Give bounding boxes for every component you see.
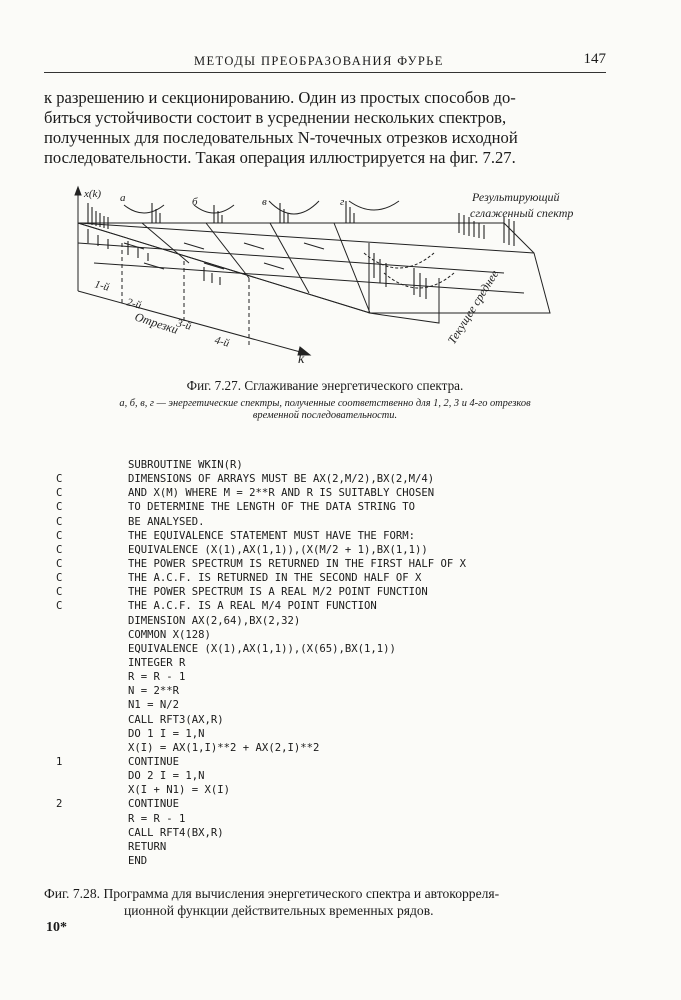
code-line-label: C — [56, 572, 63, 585]
code-line-label: C — [56, 487, 63, 500]
code-line — [56, 840, 616, 854]
y-axis-arrow — [75, 187, 81, 195]
code-line — [56, 812, 616, 826]
code-line — [56, 515, 616, 529]
code-line-text: R = R - 1 — [128, 812, 186, 825]
body-line: к разрешению и секционированию. Один из простых способов до- — [44, 88, 516, 107]
code-line-label: C — [56, 515, 63, 528]
code-line-text: X(I + N1) = X(I) — [128, 784, 231, 797]
code-line-text: N = 2**R — [128, 685, 180, 698]
code-line-label: C — [56, 473, 63, 486]
code-line — [56, 486, 616, 500]
segment-label-4: 4-й — [213, 334, 231, 350]
code-line — [56, 628, 616, 642]
code-line-text: DO 1 I = 1,N — [128, 727, 205, 740]
code-line-text: INTEGER R — [128, 656, 186, 669]
segment-label-1: 1-й — [93, 278, 111, 294]
code-line-label: C — [56, 557, 63, 570]
subcaption-line: а, б, в, г — энергетические спектры, полученные соответственно для 1, 2, 3 и 4-го отрезков — [119, 398, 531, 409]
code-line-text: EQUIVALENCE (X(1),AX(1,1)),(X(M/2 + 1),BX(1,1)) — [128, 543, 428, 556]
code-line-text: X(I) = AX(1,I)**2 + AX(2,I)**2 — [128, 741, 320, 754]
code-line — [56, 500, 616, 514]
code-line — [56, 656, 616, 670]
panel-label-g: г — [340, 196, 345, 208]
code-line — [56, 769, 616, 783]
y-axis-label: x(k) — [84, 188, 102, 200]
code-line-text: COMMON X(128) — [128, 628, 211, 641]
code-line-text: END — [128, 854, 148, 867]
code-line — [56, 670, 616, 684]
code-line-text: CALL RFT3(AX,R) — [128, 713, 224, 726]
fortran-code-listing — [56, 458, 616, 868]
body-line: биться устойчивости состоит в усреднении нескольких спектров, — [44, 108, 507, 127]
code-line-label: C — [56, 600, 63, 613]
code-line-text: AND X(M) WHERE M = 2**R AND R IS SUITABLY CHOSEN — [128, 487, 435, 500]
segment-label-3: 3-й — [175, 317, 193, 333]
caption-line: ционной функции действительных временных рядов. — [124, 903, 434, 918]
segment-label-2: 2-й — [125, 296, 143, 312]
code-line — [56, 642, 616, 656]
x-axis-label: k — [298, 352, 305, 367]
code-line-text: BE ANALYSED. — [128, 515, 205, 528]
figure-7-27-subcaption — [44, 398, 606, 421]
code-line-text: CALL RFT4(BX,R) — [128, 826, 224, 839]
signature-mark: 10* — [46, 920, 67, 935]
code-line-text: TO DETERMINE THE LENGTH OF THE DATA STRING TO — [128, 501, 416, 514]
code-line-label: C — [56, 543, 63, 556]
panel-label-v: в — [262, 196, 267, 208]
result-label-line1: Результирующий — [472, 190, 560, 204]
figure-7-27 — [64, 183, 604, 373]
code-line — [56, 755, 616, 769]
code-line-text: SUBROUTINE WKIN(R) — [128, 459, 243, 471]
code-line — [56, 713, 616, 727]
spectrum-smoothing-diagram — [64, 183, 604, 373]
code-line — [56, 727, 616, 741]
code-line-text: THE EQUIVALENCE STATEMENT MUST HAVE THE FORM: — [128, 529, 416, 542]
code-line — [56, 741, 616, 755]
code-line — [56, 543, 616, 557]
code-line-text: DO 2 I = 1,N — [128, 770, 205, 783]
code-line — [56, 684, 616, 698]
code-line — [56, 698, 616, 712]
code-line-text: EQUIVALENCE (X(1),AX(1,1)),(X(65),BX(1,1)) — [128, 642, 396, 655]
code-line — [56, 458, 616, 472]
code-line-text: THE POWER SPECTRUM IS RETURNED IN THE FIRST HALF OF X — [128, 557, 467, 570]
code-line-label: C — [56, 586, 63, 599]
code-line-text: THE POWER SPECTRUM IS A REAL M/2 POINT FUNCTION — [128, 586, 428, 599]
code-line — [56, 614, 616, 628]
running-mean-label: Текущее среднее — [444, 267, 502, 347]
code-line-text: RETURN — [128, 840, 167, 853]
figure-7-27-caption: Фиг. 7.27. Сглаживание энергетического спектра. — [186, 378, 464, 393]
code-line — [56, 797, 616, 811]
code-line-label: C — [56, 529, 63, 542]
code-line — [56, 472, 616, 486]
header-title: МЕТОДЫ ПРЕОБРАЗОВАНИЯ ФУРЬЕ — [194, 54, 444, 68]
code-line-text: THE A.C.F. IS RETURNED IN THE SECOND HALF OF X — [128, 572, 422, 585]
body-line: полученных для последовательных N-точечных отрезков исходной — [44, 128, 518, 147]
code-line — [56, 854, 616, 868]
code-line-text: DIMENSION AX(2,64),BX(2,32) — [128, 614, 301, 627]
page-number: 147 — [583, 51, 606, 67]
panel-label-b: б — [192, 196, 198, 208]
code-line-label: 1 — [56, 755, 63, 768]
code-line — [56, 585, 616, 599]
code-line-text: DIMENSIONS OF ARRAYS MUST BE AX(2,M/2),BX(2,M/4) — [128, 473, 435, 486]
segments-label: Отрезки — [133, 309, 181, 337]
figure-7-28-caption — [44, 885, 606, 919]
code-line-text: R = R - 1 — [128, 671, 186, 684]
code-line — [56, 557, 616, 571]
code-line-label: 2 — [56, 798, 63, 811]
result-label-line2: сглаженный спектр — [470, 206, 574, 220]
panel-label-a: а — [120, 192, 126, 204]
code-line — [56, 599, 616, 613]
code-line-text: CONTINUE — [128, 755, 180, 768]
caption-line: Фиг. 7.28. Программа для вычисления энергетического спектра и автокорреля- — [44, 886, 500, 901]
code-line — [56, 826, 616, 840]
code-line-label: C — [56, 501, 63, 514]
code-line — [56, 783, 616, 797]
body-line: последовательности. Такая операция иллюстрируется на фиг. 7.27. — [44, 148, 516, 167]
subcaption-line: временной последовательности. — [252, 409, 398, 421]
code-line-text: THE A.C.F. IS A REAL M/4 POINT FUNCTION — [128, 600, 377, 613]
body-paragraph — [44, 88, 606, 168]
running-header — [44, 50, 606, 73]
code-line — [56, 529, 616, 543]
code-line — [56, 571, 616, 585]
code-line-text: CONTINUE — [128, 798, 180, 811]
code-line-text: N1 = N/2 — [128, 699, 180, 712]
